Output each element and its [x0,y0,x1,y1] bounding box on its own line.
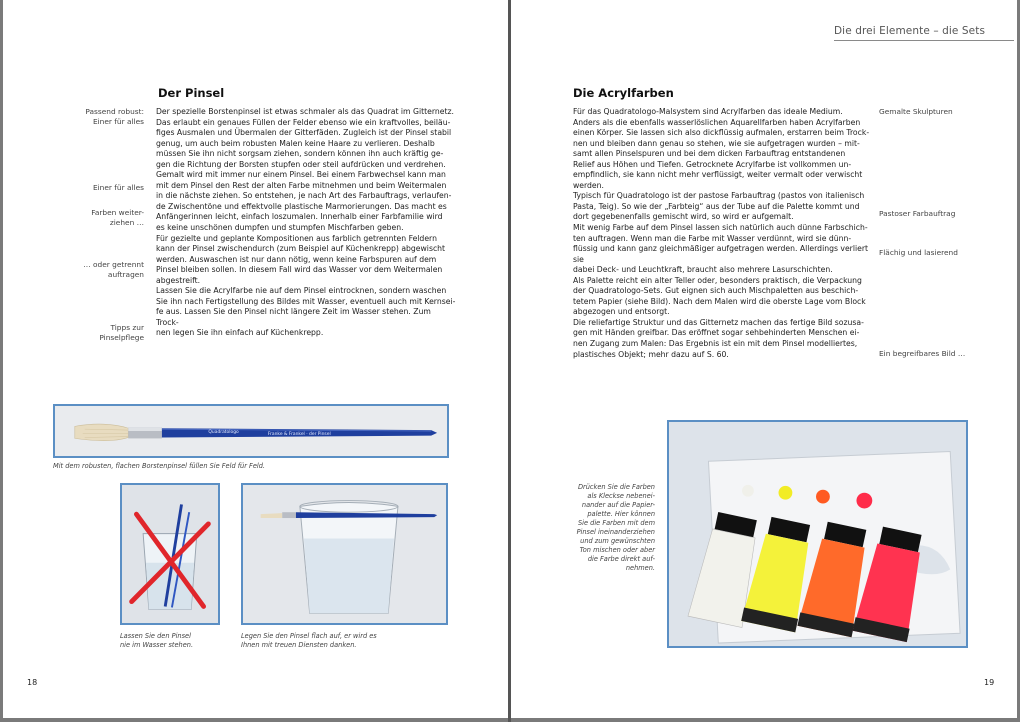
text-line: Anders als die ebenfalls wasserlöslichen Aquarellfarben haben Acrylfarben [573,117,861,127]
caption-line: Ton mischen oder aber [579,546,655,554]
text-line: tetem Papier (siehe Bild). Nach dem Malen wird die oberste Lage vom Block [573,296,866,306]
text-line: einen Körper. Sie lassen sich also dickflüssig aufmalen, erstarren beim Trock- [573,128,870,138]
text-line: dort gegebenenfalls gemischt wird, so wird er aufgemalt. [573,212,794,222]
text-line: abgestreift. [156,275,201,285]
margin-note-glazing: Flächig und lasierend [879,248,958,257]
text-line: mit dem Pinsel den Rest der alten Farbe mitnehmen und beim Weitermalen [156,180,447,190]
margin-note-sculptures: Gemalte Skulpturen [879,107,953,116]
caption-glass-right: Legen Sie den Pinsel flach auf, er wird es Ihnen mit treuen Diensten danken. [241,632,377,649]
text-line: gen mit Händen greifbar. Das eröffnet sogar sehbehinderten Menschen ei- [573,328,860,338]
margin-note-pastose: Pastoser Farbauftrag [879,209,956,218]
section-title-brush: Der Pinsel [158,86,225,100]
text-line: nen Zugang zum Malen: Das Ergebnis ist ein mit dem Pinsel modelliertes, [573,339,858,349]
body-text-brush [156,107,456,339]
text-line: fe aus. Lassen Sie den Pinsel nicht längere Zeit im Wasser stehen. Zum Trock- [156,307,431,327]
body-text-acrylic [573,107,873,360]
text-line: werden. [573,180,604,190]
running-head: Die drei Elemente – die Sets [834,25,986,37]
brush-label: Quadratologo [208,429,239,435]
page-number-right: 19 [984,678,995,687]
text-line: kann der Pinsel zwischendurch (zum Beispiel auf Küchenkrepp) abgewischt [156,244,446,254]
text-line: Als Palette reicht ein alter Teller oder, besonders praktisch, die Verpackung [573,275,862,285]
text-line: genug, um auch beim robusten Malen keine Haare zu verlieren. Deshalb [156,138,435,148]
text-line: samt allen Pinselspuren und bei dem dicken Farbauftrag entstandenen [573,149,846,159]
right-page [511,0,1017,718]
brush-label-2: Franke & Frankel · der Pinsel [267,432,331,438]
paint-tubes-illustration [669,422,966,646]
text-line: nen und bleiben dann genau so stehen, wie sie aufgetragen wurden – mit- [573,138,860,148]
text-line: Typisch für Quadratologo ist der pastose Farbauftrag (pastos von italienisch [573,191,865,201]
caption-line: Sie die Farben mit dem [577,519,655,527]
text-line: gen die Richtung der Borsten stupfen oder steil aufdrücken und verdrehen. [156,159,446,169]
caption-line: palette. Hier können [587,510,655,518]
caption-line: als Kleckse nebenei- [587,492,655,500]
left-page [3,0,508,718]
text-line: empfindlich, sie kann nicht mehr verflüssigt, weiter vermalt oder verwischt [573,170,863,180]
text-line: Sie ihn nach Fertigstellung des Bildes mit Wasser, eventuell auch mit Kernsei- [156,296,456,306]
text-line: Pasta, Teig). So wie der „Farbteig“ aus der Tube auf die Palette kommt und [573,201,860,211]
photo-paint-tubes [667,420,968,648]
text-line: in die nächste ziehen. So entstehen, je nach Art des Farbauftrags, verlaufen- [156,191,452,201]
margin-note-one-for-all: Einer für alles [92,183,144,192]
margin-note-separate: … oder getrennt auftragen [83,260,144,279]
photo-glass-wrong [120,483,220,625]
margin-note-pull-colors: Farben weiter- ziehen … [91,208,144,227]
caption-line: und zum gewünschten [580,537,655,545]
caption-line: nander auf die Papier- [581,501,655,509]
text-line: flüssig und kann ganz gleichmäßiger aufgetragen werden. Allerdings verliert sie [573,244,869,264]
text-line: Lassen Sie die Acrylfarbe nie auf dem Pinsel eintrocknen, sondern waschen [156,286,447,296]
margin-note-tangible: Ein begreifbares Bild … [879,349,966,358]
page-number-left: 18 [27,678,38,687]
text-line: Relief aus Höhen und Tiefen. Getrocknete Acrylfarbe ist vollkommen un- [573,159,852,169]
text-line: dabei Deck- und Leuchtkraft, braucht also mehrere Lasurschichten. [573,265,833,275]
text-line: Gemalt wird mit immer nur einem Pinsel. Bei einem Farbwechsel kann man [156,170,446,180]
brush-illustration [55,406,447,456]
text-line: müssen Sie ihn nicht sorgsam ziehen, sondern können ihn auch kräftig ge- [156,149,444,159]
text-line: Der spezielle Borstenpinsel ist etwas schmaler als das Quadrat im Gitternetz. [156,107,454,116]
margin-note-brush-care: Tipps zur Pinselpflege [99,323,144,342]
text-line: Pinsel bleiben sollen. In diesem Fall wird das Wasser vor dem Weitermalen [156,265,443,275]
caption-line: die Farbe direkt auf- [587,555,655,563]
caption-line: nehmen. [625,564,655,572]
text-line: Mit wenig Farbe auf dem Pinsel lassen sich natürlich auch dünne Farbschich- [573,223,868,233]
caption-line: Drücken Sie die Farben [577,483,655,491]
text-line: werden. Auswaschen ist nur dann nötig, wenn keine Farbspuren auf dem [156,254,437,264]
photo-glass-right [241,483,448,625]
caption-brush: Mit dem robusten, flachen Borstenpinsel füllen Sie Feld für Feld. [53,462,265,470]
text-line: nen legen Sie ihn einfach auf Küchenkrepp. [156,328,324,338]
text-line: plastisches Objekt; mehr dazu auf S. 60. [573,349,729,359]
text-line: Das erlaubt ein genaues Füllen der Felder ebenso wie ein kraftvolles, beiläu- [156,117,451,127]
text-line: Für das Quadratologo-Malsystem sind Acrylfarben das ideale Medium. [573,107,843,116]
glass-crossed-illustration [122,485,218,623]
text-line: de Zwischentöne und effektvolle plastische Marmorierungen. Das macht es [156,201,447,211]
caption-palette [559,483,655,573]
text-line: Die reliefartige Struktur und das Gitternetz machen das fertige Bild sozusa- [573,317,864,327]
text-line: es keine unschönen dumpfen und stumpfen Mischfarben geben. [156,223,404,233]
text-line: Anfängerinnen leicht, einfach loszumalen. Innerhalb einer Farbfamilie wird [156,212,443,222]
section-title-acrylic: Die Acrylfarben [573,86,674,100]
photo-brush [53,404,449,458]
caption-glass-wrong: Lassen Sie den Pinsel nie im Wasser stehen. [120,632,194,649]
text-line: ten auftragen. Wenn man die Farbe mit Wasser verdünnt, wird sie dünn- [573,233,852,243]
running-head-rule [834,40,1014,41]
glass-flat-illustration [243,485,446,623]
caption-line: Pinsel ineinanderziehen [576,528,655,536]
margin-note-robust: Passend robust: Einer für alles [85,107,144,126]
text-line: Für gezielte und geplante Kompositionen aus farblich getrennten Feldern [156,233,437,243]
text-line: figes Ausmalen und Übermalen der Gitterfäden. Zugleich ist der Pinsel stabil [156,128,452,138]
text-line: der Quadratologo-Sets. Gut eignen sich auch Mischpaletten aus beschich- [573,286,859,296]
text-line: abgezogen und entsorgt. [573,307,670,317]
